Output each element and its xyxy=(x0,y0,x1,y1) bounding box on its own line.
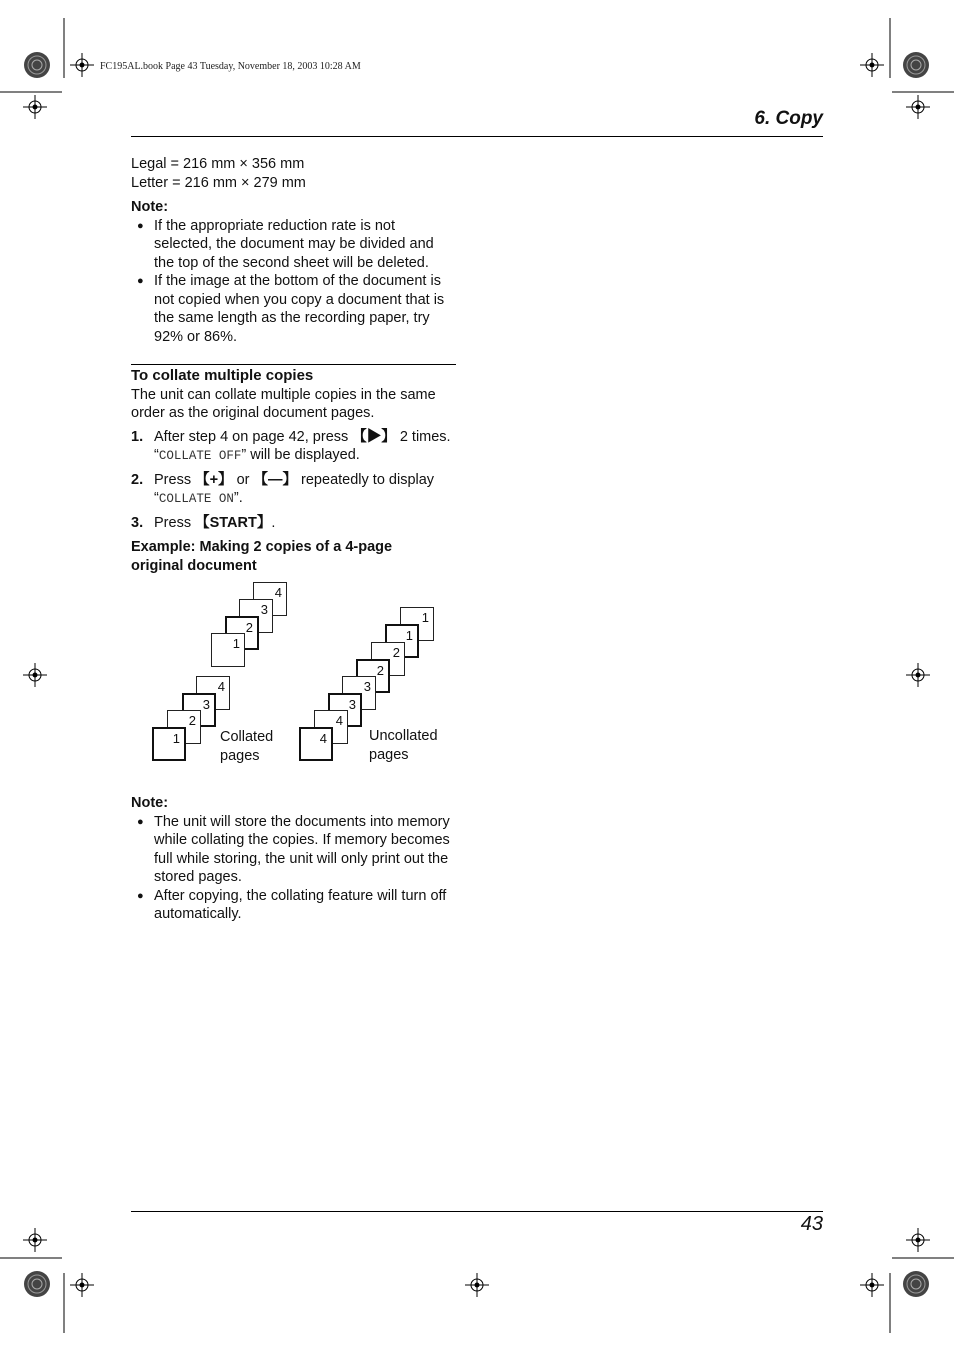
page: 1 xyxy=(385,624,419,658)
note-heading: Note: xyxy=(131,795,169,811)
page: 1 xyxy=(152,727,186,761)
example-heading: Example: Making 2 copies of a 4-page original document xyxy=(131,539,393,574)
note-bullet: ● After copying, the collating feature will turn off automatically. xyxy=(131,887,456,924)
page: 4 xyxy=(299,727,333,761)
step-2: 2. Press 【+】 or 【—】 repeatedly to display “COLLATE ON”. xyxy=(131,471,435,506)
right-arrow-key: 【▶】 xyxy=(352,428,396,445)
step-1: 1. After step 4 on page 42, press 【▶】 2 times. “COLLATE OFF” will be displayed. xyxy=(131,428,451,463)
note-bullet: ● If the appropriate reduction rate is not selected, the document may be divided and the top of the second sheet will be deleted. xyxy=(131,217,456,273)
page: 2 xyxy=(371,642,405,676)
page: 4 xyxy=(253,582,287,616)
plus-key: 【+】 xyxy=(195,471,233,488)
uncollated-caption: Uncollated pages xyxy=(369,728,438,763)
legal-size: Legal = 216 mm × 356 mm xyxy=(131,156,305,172)
minus-key: 【—】 xyxy=(253,471,298,488)
collate-intro: The unit can collate multiple copies in the same order as the original document pages. xyxy=(131,386,436,421)
page: 3 xyxy=(328,693,362,727)
page: 3 xyxy=(182,693,216,727)
letter-size: Letter = 216 mm × 279 mm xyxy=(131,174,306,191)
collate-heading: To collate multiple copies xyxy=(131,367,314,384)
footer-rule xyxy=(131,1211,823,1212)
collated-caption: Collated pages xyxy=(220,729,274,764)
page: 4 xyxy=(196,676,230,710)
page: 1 xyxy=(211,633,245,667)
page: 2 xyxy=(167,710,201,744)
section-rule xyxy=(131,364,456,365)
start-key: 【START】 xyxy=(195,514,272,531)
page: 2 xyxy=(356,659,390,693)
page-number: 43 xyxy=(800,1213,823,1235)
step-3: 3. Press 【START】. xyxy=(131,514,276,531)
note-2 xyxy=(131,794,456,924)
display-text: COLLATE OFF xyxy=(158,449,242,463)
header-rule xyxy=(131,136,823,137)
page: 2 xyxy=(225,616,259,650)
display-text: COLLATE ON xyxy=(158,492,234,506)
page: 3 xyxy=(342,676,376,710)
main-column xyxy=(131,155,456,575)
book-slug-line: FC195AL.book Page 43 Tuesday, November 18, 2003 10:28 AM xyxy=(100,61,361,72)
page: 3 xyxy=(239,599,273,633)
page: 4 xyxy=(314,710,348,744)
note-heading: Note: xyxy=(131,199,169,215)
section-title: 6. Copy xyxy=(754,108,823,129)
note-bullet: ● If the image at the bottom of the document is not copied when you copy a document that is the same length as the recording paper, try 92% or 86%. xyxy=(131,272,456,346)
note-bullet: ● The unit will store the documents into memory while collating the copies. If memory becomes full while storing, the unit will only print out the stored pages. xyxy=(131,813,456,887)
page: 1 xyxy=(400,607,434,641)
